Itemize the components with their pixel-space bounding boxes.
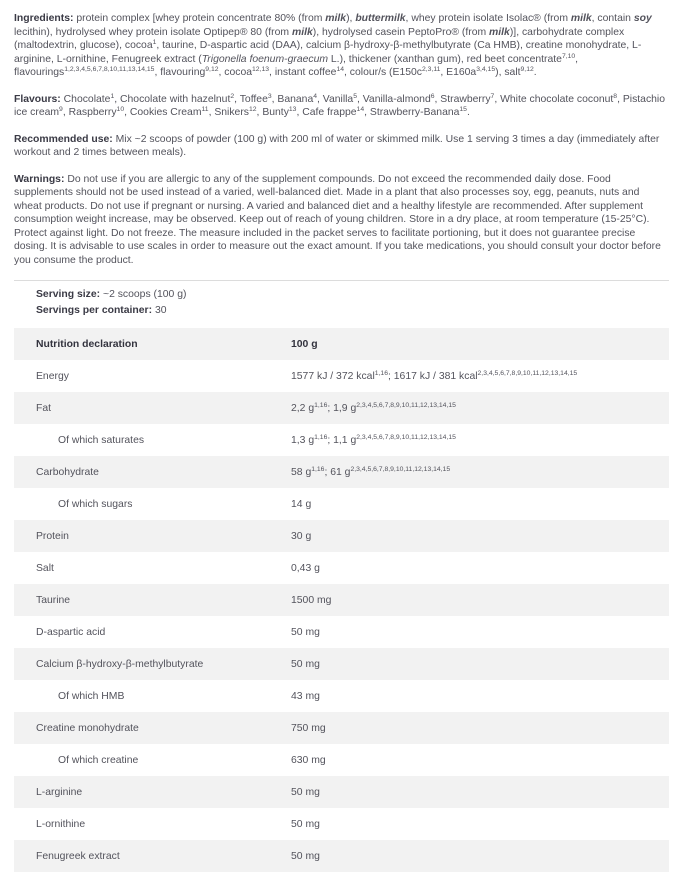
serving-size-value: ~2 scoops (100 g) (103, 289, 187, 301)
flavours-label: Flavours: (14, 93, 61, 105)
nutrient-amount: 50 mg (291, 850, 320, 862)
warnings-label: Warnings: (14, 173, 65, 185)
table-header-amount: 100 g (291, 338, 318, 350)
nutrient-name: Salt (36, 562, 54, 574)
recommended-use-text: Mix ~2 scoops of powder (100 g) with 200 ml of water or skimmed milk. Use 1 serving 3 times a day (immediately after workout and 2 times between meals). (14, 133, 660, 159)
table-row (14, 520, 669, 552)
nutrient-amount: 0,43 g (291, 562, 320, 574)
nutrient-name: L-ornithine (36, 818, 86, 830)
table-row (14, 648, 669, 680)
nutrient-amount: 50 mg (291, 818, 320, 830)
ingredients-paragraph (14, 12, 669, 80)
table-row (14, 616, 669, 648)
ingredients-label: Ingredients: (14, 13, 74, 24)
nutrient-name: Of which saturates (58, 434, 145, 446)
table-header-nutrient: Nutrition declaration (36, 338, 138, 350)
nutrient-name: Carbohydrate (36, 466, 99, 478)
nutrient-name: Calcium β-hydroxy-β-methylbutyrate (36, 658, 204, 670)
nutrient-amount: 750 mg (291, 722, 326, 734)
table-row (14, 840, 669, 872)
nutrient-name: Creatine monohydrate (36, 722, 139, 734)
nutrition-table-body (14, 360, 669, 872)
recommended-use-label: Recommended use: (14, 133, 113, 145)
nutrient-name: Energy (36, 370, 69, 382)
nutrient-amount: 630 mg (291, 754, 326, 766)
nutrient-name: Taurine (36, 594, 71, 606)
flavours-paragraph (14, 93, 669, 120)
table-row (14, 392, 669, 424)
nutrient-name: Fenugreek extract (36, 850, 120, 862)
nutrient-amount: 30 g (291, 530, 312, 542)
nutrient-name: D-aspartic acid (36, 626, 106, 638)
ingredients-text: protein complex [whey protein concentrate 80% (from milk), buttermilk, whey protein isolate Isolac® (from milk, contain soy lecithin), hydrolysed whey protein isolate Optipep® 80 (from milk), hydrolysed casein PeptoPro® (from milk)], carbohydrate complex (maltodextrin, glucose), cocoa$^1$, taurine, D-aspartic acid (DAA), calcium β-hydroxy-β-methylbutyrate (Ca HMB), creatine monohydrate, L-arginine, L-ornithine, Fenugreek extract (Trigonella foenum-graecum L.), thickener (xanthan gum), red beet concentrate$^{7,10}$, flavourings$^{1,2,3,4,5,6,7,8,10,11,13,14,15}$, flavouring$^{9,12}$, cocoa$^{12,13}$, instant coffee$^{14}$, colour/s ($E150c^{2,3,11}$, $E160a^{3,4,15}$), salt$^{9,12}$. (14, 13, 652, 79)
servings-per-container-line (36, 304, 669, 318)
nutrient-name: Fat (36, 402, 52, 414)
table-header-row (14, 328, 669, 360)
nutrient-name: Protein (36, 530, 69, 542)
table-row (14, 552, 669, 584)
table-row (14, 744, 669, 776)
nutrient-amount: 2,2 $g^{1,16}$; 1,9 $g^{2,3,4,5,6,7,8,9,10,11,12,13,14,15}$ (291, 401, 456, 414)
nutrient-name: Of which creatine (58, 754, 139, 766)
table-row (14, 424, 669, 456)
serving-size-label: Serving size: (36, 289, 101, 301)
serving-size-line (36, 288, 669, 302)
nutrient-name: L-arginine (36, 786, 83, 798)
recommended-use-paragraph (14, 133, 669, 160)
nutrient-amount: 1,3 $g^{1,16}$; 1,1 $g^{2,3,4,5,6,7,8,9,10,11,12,13,14,15}$ (291, 433, 456, 446)
nutrient-amount: 43 mg (291, 690, 320, 702)
nutrition-table (14, 328, 669, 872)
nutrient-amount: 50 mg (291, 786, 320, 798)
nutrient-amount: 14 g (291, 498, 312, 510)
nutrient-amount: 1577 kJ / 372 kcal$^{1,16}$; 1617 kJ / 381 kcal$^{2,3,4,5,6,7,8,9,10,11,12,13,14,15}$ (291, 369, 578, 382)
nutrient-name: Of which HMB (58, 690, 125, 702)
servings-per-container-label: Servings per container: (36, 304, 153, 316)
warnings-paragraph (14, 173, 669, 268)
table-row (14, 680, 669, 712)
nutrient-amount: 50 mg (291, 658, 320, 670)
serving-info (36, 288, 669, 317)
table-row (14, 488, 669, 520)
servings-per-container-value: 30 (154, 304, 167, 316)
nutrient-name: Of which sugars (58, 498, 133, 510)
flavours-text: Chocolate$^1$, Chocolate with hazelnut$^2$, Toffee$^3$, Banana$^4$, Vanilla$^5$, Vanilla-almond$^6$, Strawberry$^7$, White chocolate coconut$^8$, Pistachio ice cream$^9$, Raspberry$^{10}$, Cookies Cream$^{11}$, Snikers$^{12}$, Bunty$^{13}$, Cafe frappe$^{14}$, Strawberry-Banana$^{15}$. (14, 92, 666, 119)
table-row (14, 456, 669, 488)
table-row (14, 360, 669, 392)
table-row (14, 712, 669, 744)
divider-line (14, 280, 669, 281)
table-row (14, 776, 669, 808)
nutrient-amount: 1500 mg (291, 594, 332, 606)
table-row (14, 584, 669, 616)
table-row (14, 808, 669, 840)
nutrient-amount: 58 $g^{1,16}$; 61 $g^{2,3,4,5,6,7,8,9,10,11,12,13,14,15}$ (291, 465, 451, 478)
warnings-text: Do not use if you are allergic to any of the supplement compounds. Do not exceed the recommended daily dose. Food supplements should not be used instead of a varied, well-balanced diet. Made in a plant that also processes soy, egg, peanuts, nuts and wheat products. Do not use if pregnant or nursing. A varied and balanced diet and a healthy lifestyle are recommended. After supplement consumption weight increase, may be observed. Keep out of reach of young children. Store in a dry place, at room temperature (15-25°C). Protect against light. Do not freeze. The measure included in the packet serves to facilitate portioning, but it does not guarantee precise dosing. It is advisable to use scales in order to measure out the exact amount. If you take medications, you should consult your doctor before you consume the product. (14, 173, 661, 266)
nutrient-amount: 50 mg (291, 626, 320, 638)
